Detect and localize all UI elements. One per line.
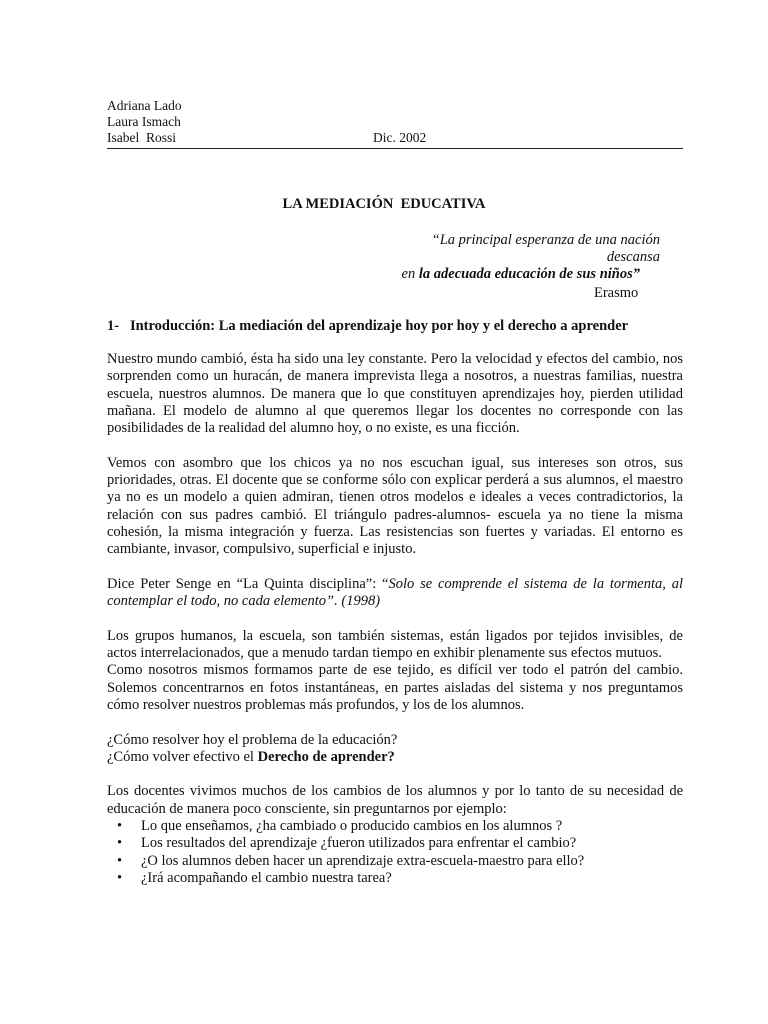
- list-item: • Los resultados del aprendizaje ¿fueron utilizados para enfrentar el cambio?: [141, 835, 683, 852]
- paragraph: Vemos con asombro que los chicos ya no nos escuchan igual, sus intereses son otros, sus prioridades, otras. El docente que se conforme sólo con explicar perderá a sus alumnos, el maestro ya no es un modelo a quien admiran, tienen otros modelos e ideales a veces contradictorios, la relación con sus padres cambió. El triángulo padres-alumnos- escuela ya no tiene la misma cohesión, la misma integración y fuerza. Las resistencias son fuertes y variadas. El entorno es cambiante, invasor, compulsivo, superficial e injusto.: [107, 454, 683, 558]
- paragraph-prefix: Dice Peter Senge en “La Quinta disciplina”: “: [107, 575, 389, 592]
- list-item: • ¿O los alumnos deben hacer un aprendizaje extra-escuela-maestro para ello?: [141, 853, 683, 870]
- epigraph-line-2-bold: la adecuada educación de sus niños”: [418, 266, 640, 282]
- epigraph-quote: [380, 232, 660, 283]
- author-name: Adriana Lado: [107, 98, 182, 113]
- list-item: • Lo que enseñamos, ¿ha cambiado o producido cambios en los alumnos ?: [141, 818, 683, 835]
- question: ¿Cómo resolver hoy el problema de la educación?: [107, 731, 398, 748]
- epigraph-line-1: “La principal esperanza de una nación descansa: [431, 232, 660, 265]
- paragraph: Como nosotros mismos formamos parte de ese tejido, es difícil ver todo el patrón del cambio. Solemos concentrarnos en fotos instantáneas, en partes aisladas del sistema y nos preguntamos cómo resolver nuestros problemas más profundos, y los de los alumnos.: [107, 662, 683, 713]
- author-name: Isabel Rossi: [107, 130, 176, 145]
- question-bold: Derecho de aprender?: [257, 748, 395, 765]
- epigraph-line-2-prefix: en: [401, 266, 419, 282]
- document-date: Dic. 2002: [373, 130, 427, 145]
- author-name: Laura Ismach: [107, 114, 181, 129]
- document-body: [107, 351, 683, 887]
- document-header: [107, 98, 683, 149]
- section-heading: 1- Introducción: La mediación del aprendizaje hoy por hoy y el derecho a aprender: [107, 318, 629, 334]
- senge-quote: Solo se comprende el sistema de la tormenta, al contemplar el todo, no cada elemento”. (1998): [107, 575, 683, 610]
- paragraph: Nuestro mundo cambió, ésta ha sido una ley constante. Pero la velocidad y efectos del cambio, nos sorprenden como un huracán, de manera imprevista llega a nosotros, a nuestras familias, nuestra escuela, nuestros alumnos. De manera que lo que constituyen aprendizajes hoy, pierden utilidad mañana. El modelo de alumno al que queremos llegar los docentes no corresponde con las posibilidades de la realidad del alumno hoy, o no existe, es una ficción.: [107, 351, 683, 437]
- paragraph: [107, 576, 683, 611]
- list-item: • ¿Irá acompañando el cambio nuestra tarea?: [141, 870, 683, 887]
- epigraph-line-2: [380, 266, 660, 283]
- paragraph: Los grupos humanos, la escuela, son también sistemas, están ligados por tejidos invisibles, de actos interrelacionados, que a menudo tardan tiempo en exhibir plenamente sus efectos mutuos.: [107, 627, 683, 662]
- question: [107, 749, 683, 766]
- bullet-list: [107, 818, 683, 887]
- question-prefix: ¿Cómo volver efectivo el: [107, 748, 258, 765]
- document-title: LA MEDIACIÓN EDUCATIVA: [282, 196, 486, 212]
- paragraph: Los docentes vivimos muchos de los cambios de los alumnos y por lo tanto de su necesidad de educación de manera poco consciente, sin preguntarnos por ejemplo:: [107, 783, 683, 817]
- epigraph-author: Erasmo: [594, 285, 639, 301]
